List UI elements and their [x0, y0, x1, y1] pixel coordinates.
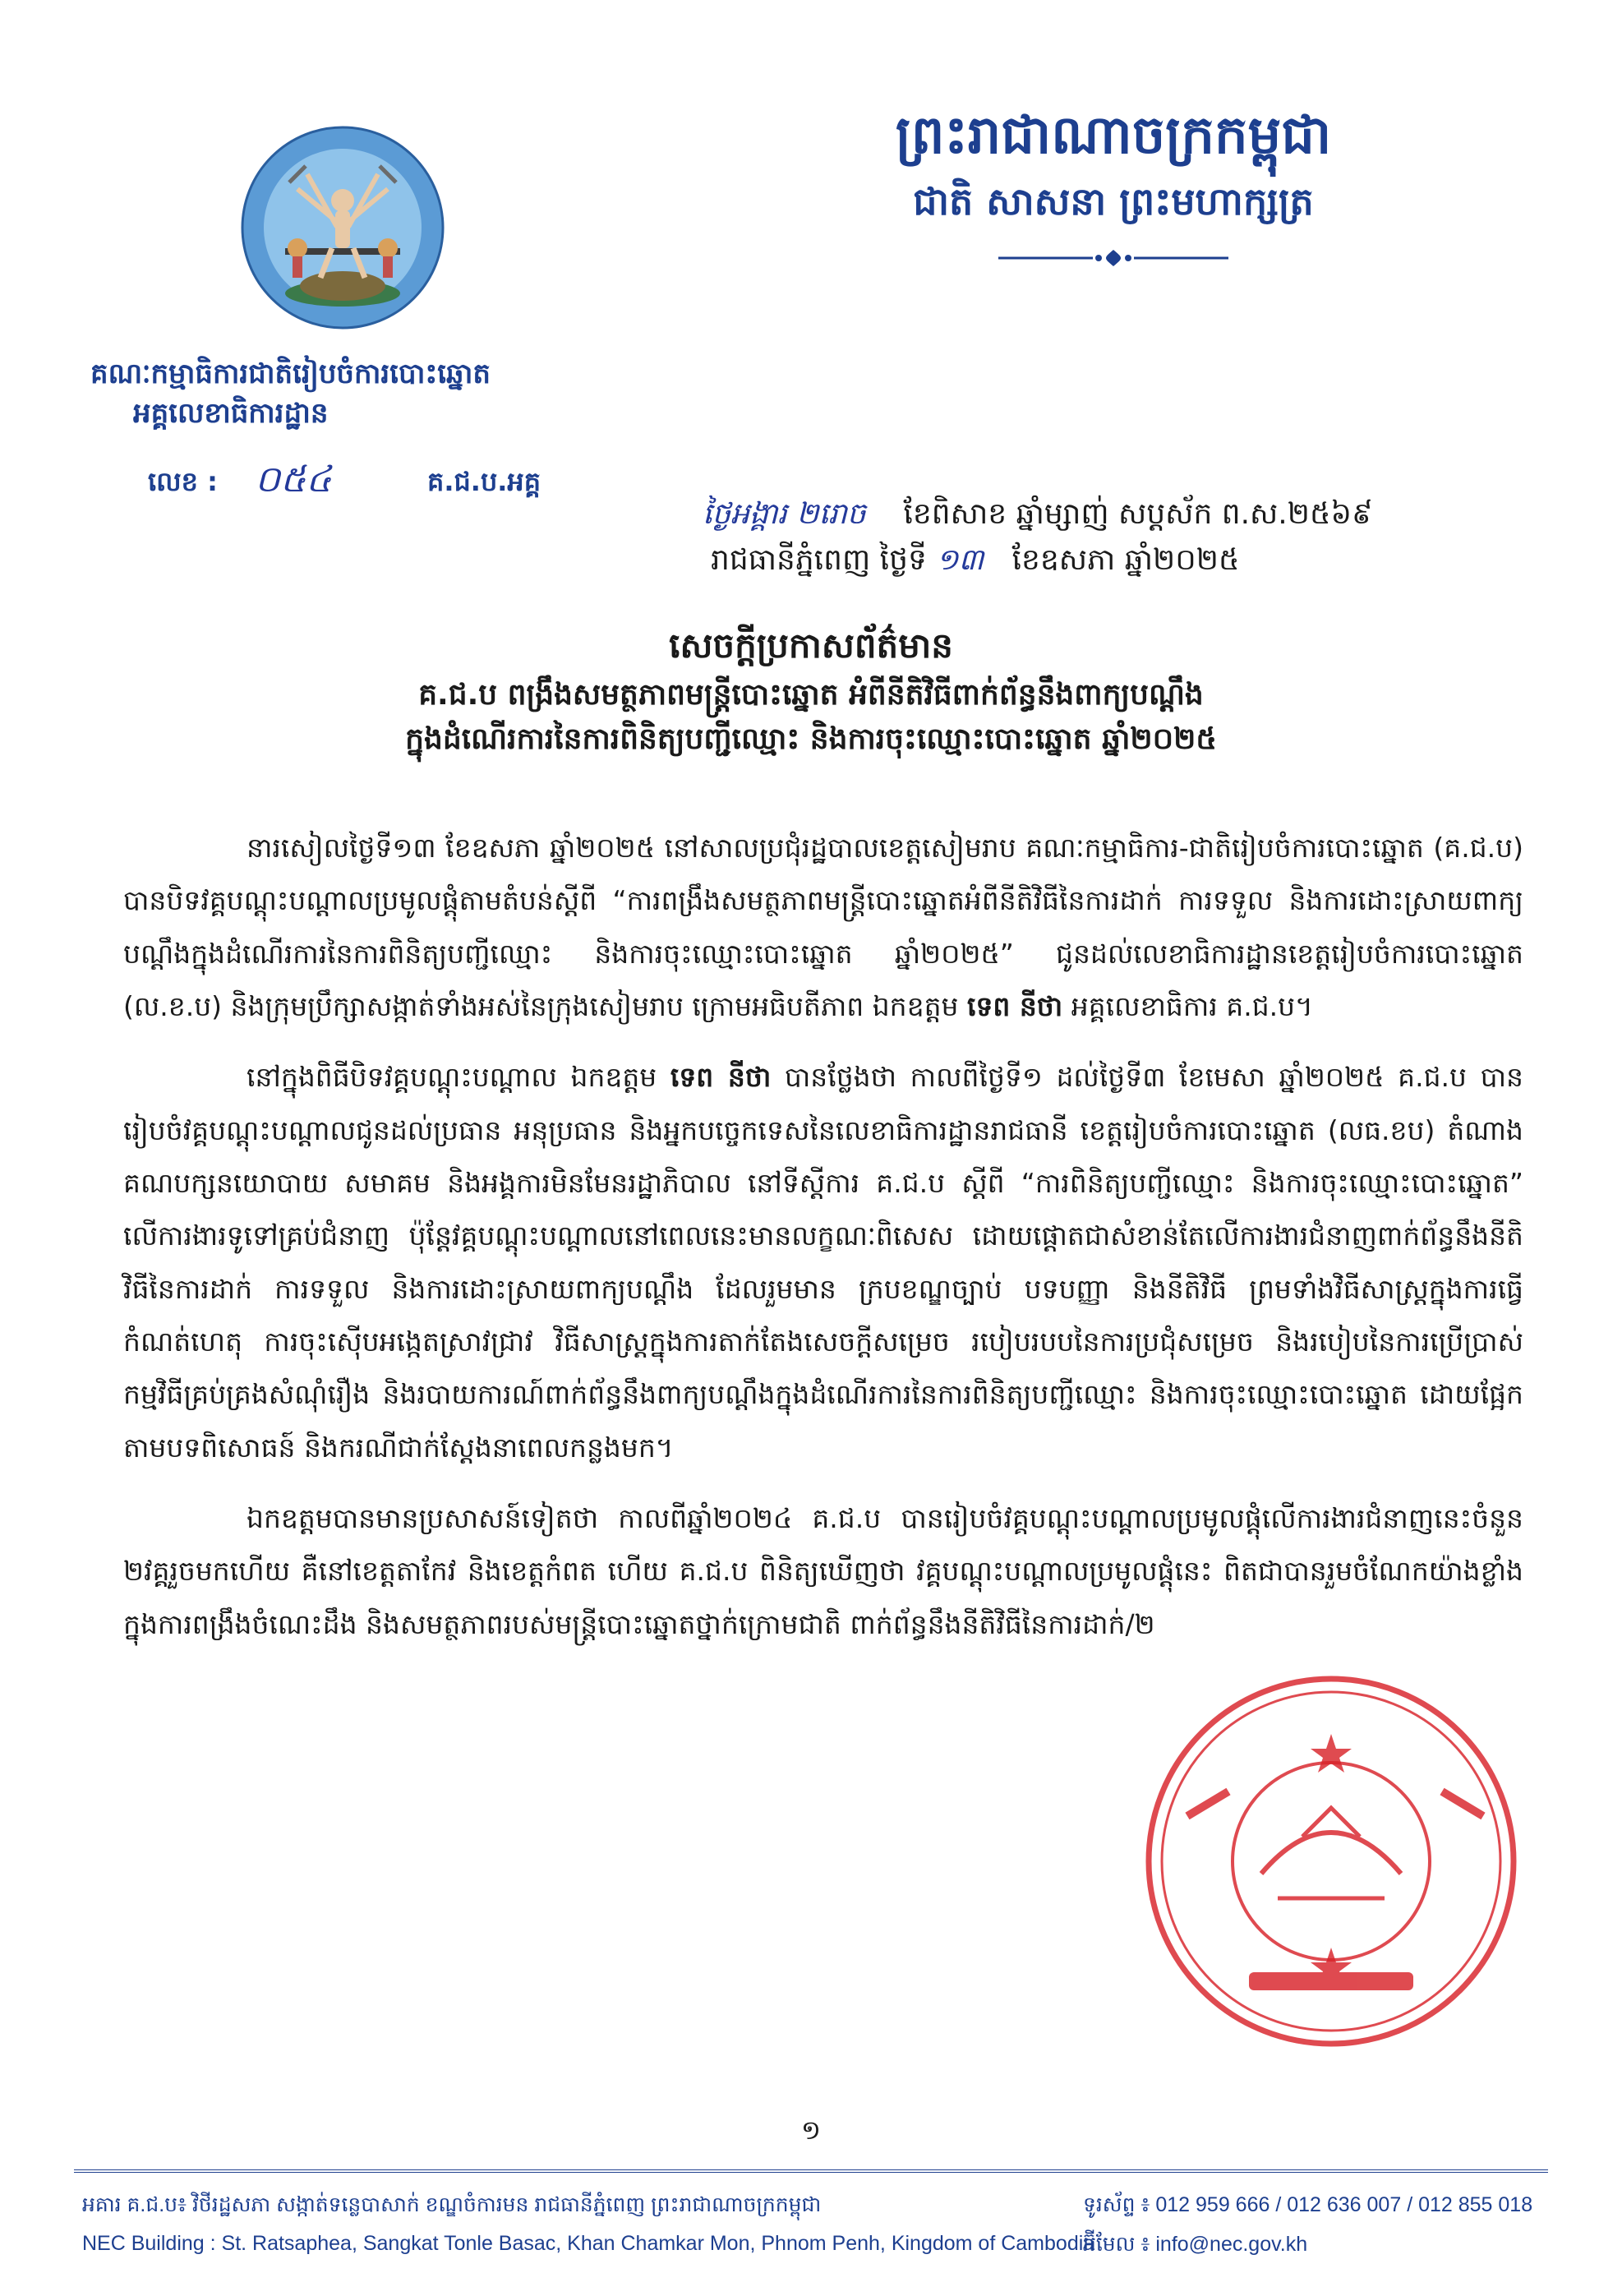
lunar-day-handwritten: ថ្ងៃអង្គារ ២រោច [703, 497, 866, 531]
solar-date-prefix: រាជធានីភ្នំពេញ ថ្ងៃទី [711, 542, 927, 577]
solar-date-suffix: ខែឧសភា ឆ្នាំ២០២៥ [1011, 542, 1240, 577]
page-number: ១ [800, 2114, 822, 2146]
paragraph-text: អគ្គលេខាធិការ គ.ជ.ប។ [1071, 990, 1313, 1023]
body-paragraph-1 [123, 822, 1523, 1033]
footer-email: អ៊ីមែល ៖ info@nec.gov.kh [1083, 2233, 1308, 2256]
date-block [703, 491, 1524, 583]
press-release-title [123, 618, 1499, 762]
footer-address-khmer: អគារ គ.ជ.ប៖ វិថីរដ្ឋសភា សង្កាត់ទន្លេបាសាក់ ខណ្ឌចំការមន រាជធានីភ្នំពេញ ព្រះរាជាណាចក្រកម្ពុជា [82, 2193, 822, 2216]
reference-number: ០៥៤ [255, 459, 332, 500]
organization-name: គណៈកម្មាធិការជាតិរៀបចំការបោះឆ្នោត [90, 357, 491, 390]
document-subtitle-line1: គ.ជ.ប ពង្រឹងសមត្ថភាពមន្ត្រីបោះឆ្នោត អំពីនីតិវិធីពាក់ព័ន្ធនឹងពាក្យបណ្តឹង [418, 678, 1204, 712]
paragraph-text: នៅក្នុងពិធីបិទវគ្គបណ្តុះបណ្តាល ឯកឧត្តម [247, 1061, 657, 1094]
official-name: ទេព នីថា [966, 990, 1063, 1023]
document-body [123, 822, 1523, 1669]
paragraph-text: នារសៀលថ្ងៃទី១៣ ខែឧសភា ឆ្នាំ២០២៥ នៅសាលប្រជុំរដ្ឋបាលខេត្តសៀមរាប គណៈកម្មាធិការ-ជាតិរៀបចំការបោះឆ្នោត (គ.ជ.ប) បានបិទវគ្គបណ្តុះបណ្តាលប្រមូលផ្តុំតាមតំបន់ស្តីពី “ការពង្រឹងសមត្ថភាពមន្ត្រីបោះឆ្នោតអំពីនីតិវិធីនៃការដាក់ ការទទួល និងការដោះស្រាយពាក្យបណ្តឹងក្នុងដំណើរការនៃការពិនិត្យបញ្ជីឈ្មោះ និងការចុះឈ្មោះបោះឆ្នោត ឆ្នាំ២០២៥” ជូនដល់លេខាធិការដ្ឋានខេត្តរៀបចំការបោះឆ្នោត (ល.ខ.ប) និងក្រុមប្រឹក្សាសង្កាត់ទាំងអស់នៃក្រុងសៀមរាប ក្រោមអធិបតីភាព ឯកឧត្តម [123, 832, 1523, 1023]
reference-suffix: គ.ជ.ប.អគ្គ [427, 466, 541, 497]
reference-label: លេខ : [148, 466, 218, 497]
national-motto: ជាតិ សាសនា ព្រះមហាក្សត្រ [913, 179, 1314, 224]
body-paragraph-2 [123, 1051, 1523, 1474]
paragraph-text: ឯកឧត្តមបានមានប្រសាសន៍ទៀតថា កាលពីឆ្នាំ២០២៤ គ.ជ.ប បានរៀបចំវគ្គបណ្តុះបណ្តាលប្រមូលផ្តុំលើការងារជំនាញនេះចំនួន ២វគ្គរួចមកហើយ គឺនៅខេត្តតាកែវ និងខេត្តកំពត ហើយ គ.ជ.ប ពិនិត្យឃើញថា វគ្គបណ្តុះបណ្តាលប្រមូលផ្តុំនេះ ពិតជាបានរួមចំណែកយ៉ាងខ្លាំងក្នុងការពង្រឹងចំណេះដឹង និងសមត្ថភាពរបស់មន្ត្រីបោះឆ្នោតថ្នាក់ក្រោមជាតិ ពាក់ព័ន្ធនឹងនីតិវិធីនៃការដាក់/២ [123, 1502, 1523, 1640]
secretariat-name: អគ្គលេខាធិការដ្ឋាន [133, 396, 329, 430]
nec-emblem-logo [240, 125, 445, 330]
kingdom-header [785, 103, 1442, 268]
footer-address-english: NEC Building : St. Ratsaphea, Sangkat Tonle Basac, Khan Chamkar Mon, Phnom Penh, Kingdom of Cambodia [82, 2232, 1095, 2255]
document-title: សេចក្តីប្រកាសព័ត៌មាន [669, 625, 953, 666]
kingdom-name: ព្រះរាជាណាចក្រកម្ពុជា [895, 105, 1332, 166]
document-subtitle-line2: ក្នុងដំណើរការនៃការពិនិត្យបញ្ជីឈ្មោះ និងការចុះឈ្មោះបោះឆ្នោត ឆ្នាំ២០២៥ [405, 722, 1217, 757]
solar-date-line [711, 537, 1524, 583]
reference-number-row [148, 460, 608, 509]
body-paragraph-3 [123, 1492, 1523, 1651]
header-ornament-icon [998, 248, 1228, 268]
official-name: ទេព នីថា [670, 1061, 772, 1094]
lunar-date-text: ខែពិសាខ ឆ្នាំម្សាញ់ សប្តស័ក ព.ស.២៥៦៩ [903, 497, 1373, 531]
solar-day-handwritten: ១៣ [936, 542, 984, 577]
paragraph-text: បានថ្លែងថា កាលពីថ្ងៃទី១ ដល់ថ្ងៃទី៣ ខែមេសា ឆ្នាំ២០២៥ គ.ជ.ប បានរៀបចំវគ្គបណ្តុះបណ្តាលជូនដល់ប្រធាន អនុប្រធាន និងអ្នកបច្ចេកទេសនៃលេខាធិការដ្ឋានរាជធានី ខេត្តរៀបចំការបោះឆ្នោត (លធ.ខប) តំណាងគណបក្សនយោបាយ សមាគម និងអង្គការមិនមែនរដ្ឋាភិបាល នៅទីស្តីការ គ.ជ.ប ស្តីពី “ការពិនិត្យបញ្ជីឈ្មោះ និងការចុះឈ្មោះបោះឆ្នោត” លើការងារទូទៅគ្រប់ជំនាញ ប៉ុន្តែវគ្គបណ្តុះបណ្តាលនៅពេលនេះមានលក្ខណៈពិសេស ដោយផ្តោតជាសំខាន់តែលើការងារជំនាញពាក់ព័ន្ធនឹងនីតិវិធីនៃការដាក់ ការទទួល និងការដោះស្រាយពាក្យបណ្តឹង ដែលរួមមាន ក្របខណ្ឌច្បាប់ បទបញ្ញា និងនីតិវិធី ព្រមទាំងវិធីសាស្ត្រក្នុងការធ្វើកំណត់ហេតុ ការចុះស៊ើបអង្កេតស្រាវជ្រាវ វិធីសាស្ត្រក្នុងការតាក់តែងសេចក្តីសម្រេច របៀបរបបនៃការប្រជុំសម្រេច និងរបៀបនៃការប្រើប្រាស់កម្មវិធីគ្រប់គ្រងសំណុំរឿង និងរបាយការណ៍ពាក់ព័ន្ធនឹងពាក្យបណ្តឹងក្នុងដំណើរការនៃការពិនិត្យបញ្ជីឈ្មោះ និងការចុះឈ្មោះបោះឆ្នោត ដោយផ្អែកតាមបទពិសោធន៍ និងករណីជាក់ស្តែងនាពេលកន្លងមក។ [123, 1061, 1523, 1464]
lunar-date-line [703, 491, 1524, 537]
issuing-organization [90, 355, 616, 433]
official-red-seal [1138, 1668, 1524, 2054]
footer-phone: ទូរស័ព្ទ ៖ 012 959 666 / 012 636 007 / 012 855 018 [1083, 2193, 1533, 2216]
footer-divider [74, 2169, 1548, 2173]
